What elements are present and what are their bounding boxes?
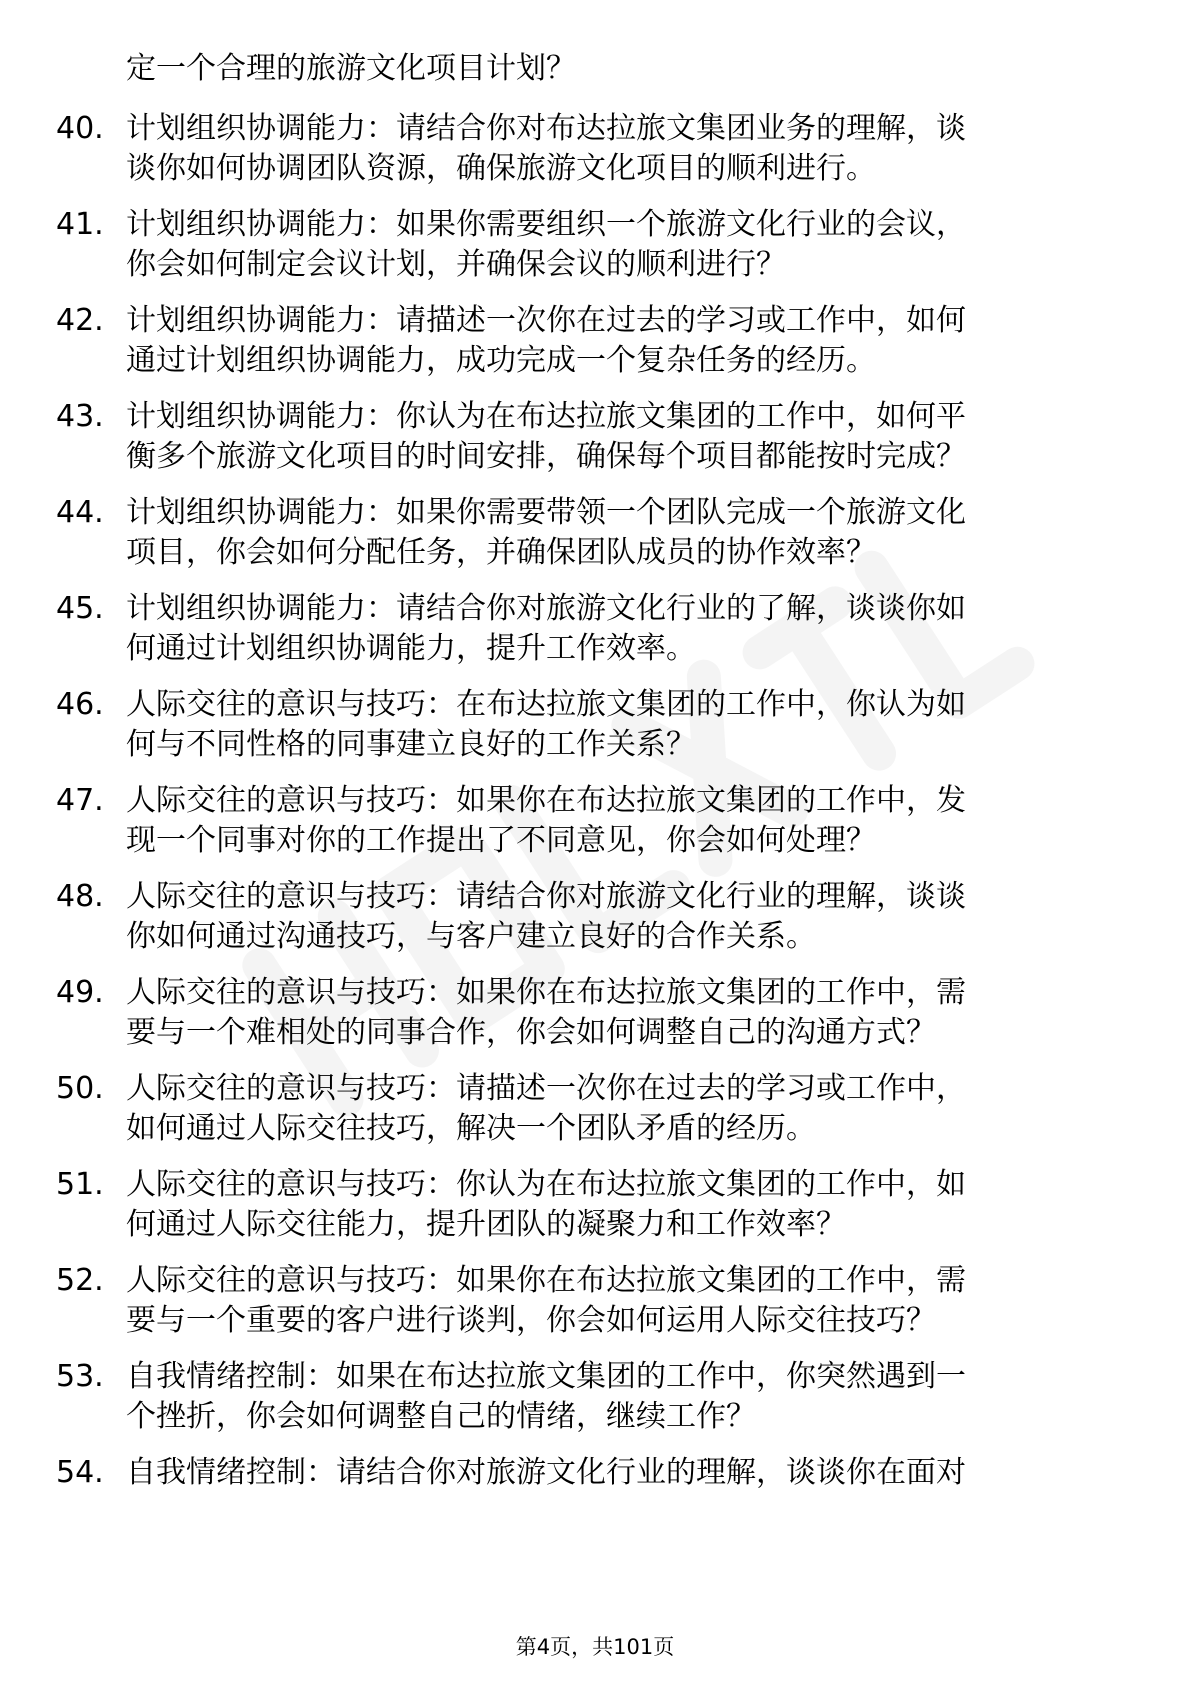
question-text-line: 要与一个重要的客户进行谈判，你会如何运用人际交往技巧？ (126, 1303, 936, 1338)
page-footer (0, 1633, 1190, 1661)
continued-question-line: 定一个合理的旅游文化项目计划？ (126, 51, 576, 86)
list-item (56, 492, 1136, 576)
question-text-line: 计划组织协调能力：请结合你对布达拉旅文集团业务的理解，谈 (126, 111, 966, 146)
question-number: 44. (56, 495, 104, 530)
question-number: 47. (56, 783, 104, 818)
question-number: 51. (56, 1167, 104, 1202)
question-text-line: 人际交往的意识与技巧：请描述一次你在过去的学习或工作中， (126, 1071, 966, 1106)
list-item (56, 204, 1136, 288)
question-text-line: 人际交往的意识与技巧：在布达拉旅文集团的工作中，你认为如 (126, 687, 966, 722)
list-item (56, 1164, 1136, 1248)
page-number-label: 第4页，共101页 (515, 1635, 675, 1659)
question-text-line: 计划组织协调能力：请结合你对旅游文化行业的了解，谈谈你如 (126, 591, 966, 626)
list-item (56, 1452, 1136, 1536)
question-number: 49. (56, 975, 104, 1010)
question-text-line: 计划组织协调能力：请描述一次你在过去的学习或工作中，如何 (126, 303, 966, 338)
question-text-line: 人际交往的意识与技巧：如果你在布达拉旅文集团的工作中，需 (126, 1263, 966, 1298)
question-number: 54. (56, 1455, 104, 1490)
question-text-line: 个挫折，你会如何调整自己的情绪，继续工作？ (126, 1399, 756, 1434)
question-number: 48. (56, 879, 104, 914)
question-number: 40. (56, 111, 104, 146)
question-text-line: 谈你如何协调团队资源，确保旅游文化项目的顺利进行。 (126, 151, 876, 186)
question-number: 46. (56, 687, 104, 722)
question-text-line: 人际交往的意识与技巧：你认为在布达拉旅文集团的工作中，如 (126, 1167, 966, 1202)
question-text-line: 自我情绪控制：如果在布达拉旅文集团的工作中，你突然遇到一 (126, 1359, 966, 1394)
question-text-line: 要与一个难相处的同事合作，你会如何调整自己的沟通方式？ (126, 1015, 936, 1050)
list-item (56, 1068, 1136, 1152)
question-text-line: 人际交往的意识与技巧：如果你在布达拉旅文集团的工作中，需 (126, 975, 966, 1010)
question-text-line: 衡多个旅游文化项目的时间安排，确保每个项目都能按时完成？ (126, 439, 966, 474)
question-text-line: 自我情绪控制：请结合你对旅游文化行业的理解，谈谈你在面对 (126, 1455, 966, 1490)
question-number: 50. (56, 1071, 104, 1106)
list-item (56, 684, 1136, 768)
list-item (56, 780, 1136, 864)
question-text-line: 何通过人际交往能力，提升团队的凝聚力和工作效率？ (126, 1207, 846, 1242)
question-text-line: 计划组织协调能力：如果你需要带领一个团队完成一个旅游文化 (126, 495, 966, 530)
question-number: 41. (56, 207, 104, 242)
question-text-line: 何通过计划组织协调能力，提升工作效率。 (126, 631, 696, 666)
question-number: 42. (56, 303, 104, 338)
question-number: 52. (56, 1263, 104, 1298)
question-text-line: 项目，你会如何分配任务，并确保团队成员的协作效率？ (126, 535, 876, 570)
question-text-line: 你会如何制定会议计划，并确保会议的顺利进行？ (126, 247, 786, 282)
list-item (56, 876, 1136, 960)
question-number: 45. (56, 591, 104, 626)
list-item (56, 972, 1136, 1056)
question-text-line: 计划组织协调能力：如果你需要组织一个旅游文化行业的会议， (126, 207, 966, 242)
question-text-line: 现一个同事对你的工作提出了不同意见，你会如何处理？ (126, 823, 876, 858)
question-text-line: 计划组织协调能力：你认为在布达拉旅文集团的工作中，如何平 (126, 399, 966, 434)
question-text-line: 你如何通过沟通技巧，与客户建立良好的合作关系。 (126, 919, 816, 954)
list-item (56, 588, 1136, 672)
question-text-line: 何与不同性格的同事建立良好的工作关系？ (126, 727, 696, 762)
question-number: 53. (56, 1359, 104, 1394)
question-number: 43. (56, 399, 104, 434)
list-item (56, 108, 1136, 192)
list-item (56, 1260, 1136, 1344)
list-item (56, 300, 1136, 384)
question-text-line: 如何通过人际交往技巧，解决一个团队矛盾的经历。 (126, 1111, 816, 1146)
question-text-line: 通过计划组织协调能力，成功完成一个复杂任务的经历。 (126, 343, 876, 378)
list-item (56, 396, 1136, 480)
list-item (56, 1356, 1136, 1440)
question-text-line: 人际交往的意识与技巧：如果你在布达拉旅文集团的工作中，发 (126, 783, 966, 818)
question-text-line: 人际交往的意识与技巧：请结合你对旅游文化行业的理解，谈谈 (126, 879, 966, 914)
